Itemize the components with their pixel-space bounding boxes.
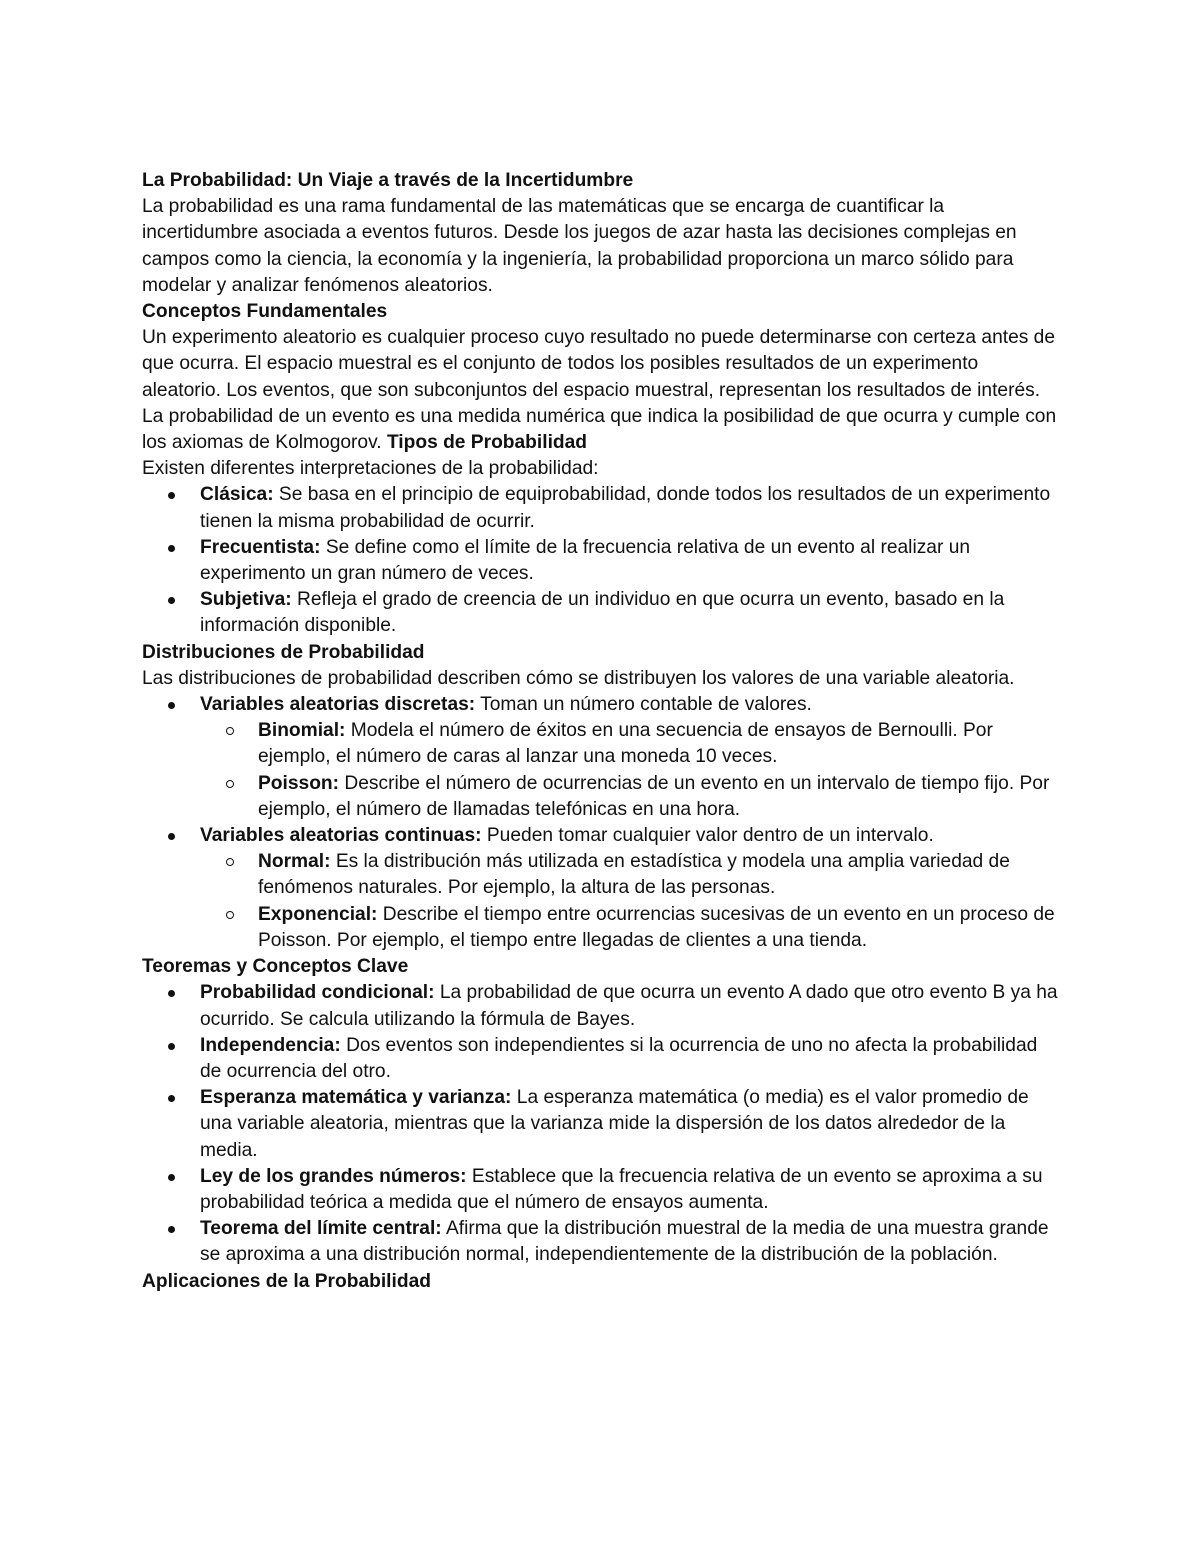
list-item [142, 1164, 1062, 1216]
item-text: Se define como el límite de la frecuencia relativa de un evento al realizar un experimento un gran número de veces. [200, 536, 971, 585]
tipos-intro: Existen diferentes interpretaciones de la probabilidad: [142, 458, 599, 480]
sublist-item [200, 771, 1062, 823]
heading-aplicaciones: Aplicaciones de la Probabilidad [142, 1270, 431, 1292]
conceptos-paragraph [142, 325, 1062, 456]
item-term: Normal: [258, 851, 331, 873]
item-text: Describe el número de ocurrencias de un evento en un intervalo de tiempo fijo. Por ejemplo, el número de llamadas telefónicas en una hora. [258, 772, 1050, 820]
list-item [142, 823, 1062, 954]
intro-paragraph: La probabilidad es una rama fundamental de las matemáticas que se encarga de cuantificar la incertidumbre asociada a eventos futuros. Desde los juegos de azar hasta las decisiones complejas en campos como la ciencia, la economía y la ingeniería, la probabilidad proporciona un marco sólido para modelar y analizar fenómenos aleatorios. [142, 196, 1017, 296]
sublist-item [200, 902, 1062, 954]
list-item [142, 482, 1062, 534]
item-term: Variables aleatorias continuas: [200, 825, 482, 847]
item-term: Probabilidad condicional: [200, 982, 435, 1004]
item-text: Pueden tomar cualquier valor dentro de un intervalo. [481, 825, 934, 847]
item-term: Binomial: [258, 720, 346, 742]
heading-conceptos: Conceptos Fundamentales [142, 301, 388, 323]
heading-tipos: Tipos de Probabilidad [386, 432, 588, 454]
teoremas-list [142, 980, 1062, 1268]
discretas-sublist [200, 718, 1062, 823]
item-text: Refleja el grado de creencia de un individuo en que ocurra un evento, basado en la información disponible. [200, 589, 1005, 637]
item-text: Toman un número contable de valores. [475, 694, 812, 716]
document-body [142, 168, 1062, 1295]
item-term: Esperanza matemática y varianza: [200, 1087, 512, 1109]
document-title: La Probabilidad: Un Viaje a través de la Incertidumbre [142, 170, 634, 191]
item-term: Ley de los grandes números: [200, 1165, 467, 1187]
sublist-item [200, 849, 1062, 901]
item-text: Se basa en el principio de equiprobabilidad, donde todos los resultados de un experimento tienen la misma probabilidad de ocurrir. [200, 484, 1051, 532]
item-text: Dos eventos son independientes si la ocurrencia de uno no afecta la probabilidad de ocurrencia del otro. [200, 1034, 1038, 1082]
item-term: Subjetiva: [200, 589, 292, 611]
list-item [142, 1033, 1062, 1085]
continuas-sublist [200, 849, 1062, 954]
item-term: Poisson: [258, 772, 340, 794]
item-text: Afirma que la distribución muestral de la media de una muestra grande se aproxima a una distribución normal, independientemente de la distribución de la población. [200, 1218, 1049, 1266]
item-term: Independencia: [200, 1034, 341, 1056]
item-term: Exponencial: [258, 903, 378, 925]
tipos-list [142, 482, 1062, 639]
item-text: Modela el número de éxitos en una secuencia de ensayos de Bernoulli. Por ejemplo, el número de caras al lanzar una moneda 10 veces. [258, 720, 993, 768]
item-term: Teorema del límite central: [200, 1218, 442, 1240]
list-item [142, 587, 1062, 639]
heading-teoremas: Teoremas y Conceptos Clave [142, 956, 409, 978]
distribuciones-list [142, 692, 1062, 954]
item-term: Frecuentista: [200, 536, 321, 558]
item-term: Variables aleatorias discretas: [200, 694, 476, 716]
list-item [142, 1085, 1062, 1164]
list-item [142, 535, 1062, 587]
heading-distribuciones: Distribuciones de Probabilidad [142, 641, 425, 663]
distribuciones-intro: Las distribuciones de probabilidad describen cómo se distribuyen los valores de una variable aleatoria. [142, 667, 1015, 689]
item-text: La esperanza matemática (o media) es el valor promedio de una variable aleatoria, mientras que la varianza mide la dispersión de los datos alrededor de la media. [200, 1087, 1029, 1161]
list-item [142, 692, 1062, 823]
item-text: Describe el tiempo entre ocurrencias sucesivas de un evento en un proceso de Poisson. Por ejemplo, el tiempo entre llegadas de clientes a una tienda. [258, 903, 1055, 951]
item-text: Es la distribución más utilizada en estadística y modela una amplia variedad de fenómenos naturales. Por ejemplo, la altura de las personas. [258, 851, 1010, 899]
sublist-item [200, 718, 1062, 770]
item-text: Establece que la frecuencia relativa de un evento se aproxima a su probabilidad teórica a medida que el número de ensayos aumenta. [200, 1165, 1043, 1213]
item-text: La probabilidad de que ocurra un evento A dado que otro evento B ya ha ocurrido. Se calcula utilizando la fórmula de Bayes. [200, 982, 1058, 1030]
list-item [142, 980, 1062, 1032]
conceptos-text: Un experimento aleatorio es cualquier proceso cuyo resultado no puede determinarse con certeza antes de que ocurra. El espacio muestral es el conjunto de todos los posibles resultados de un experimento aleatorio. Los eventos, que son subconjuntos del espacio muestral, representan los resultados de interés. La probabilidad de un evento es una medida numérica que indica la posibilidad de que ocurra y cumple con los axiomas de Kolmogorov. [142, 327, 1057, 454]
list-item [142, 1216, 1062, 1268]
item-term: Clásica: [200, 484, 274, 506]
